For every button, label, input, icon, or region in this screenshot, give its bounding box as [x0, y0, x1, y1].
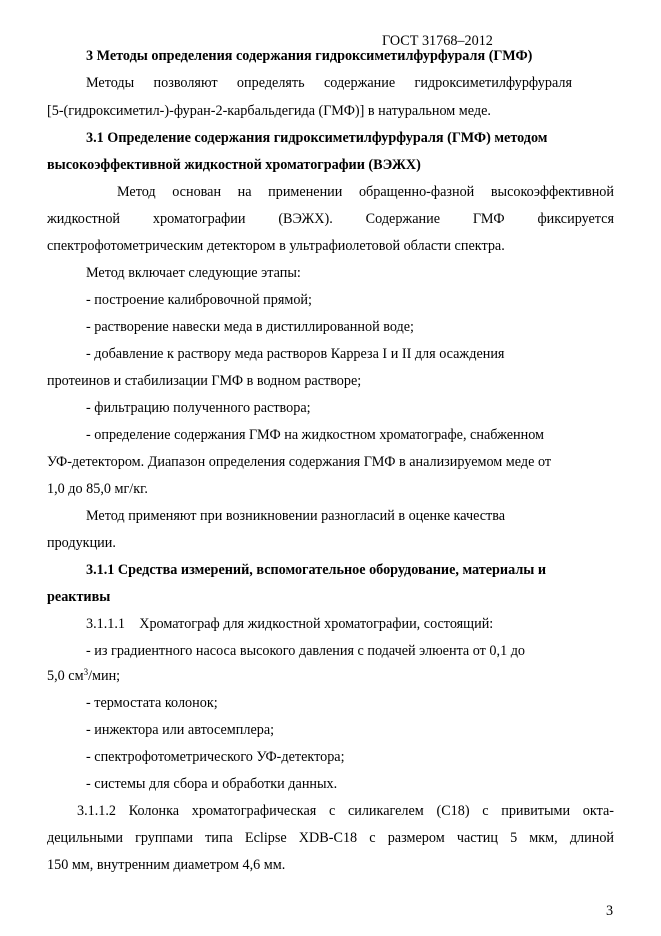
section-3-1-1-title-line-2: реактивы — [47, 589, 111, 605]
stage-item: - добавление к раствору меда растворов Карреза I и II для осаждения — [86, 346, 505, 362]
section-3-title: 3 Методы определения содержания гидроксиметилфурфураля (ГМФ) — [86, 48, 533, 64]
section-3-1-title-line-1: 3.1 Определение содержания гидроксиметилфурфураля (ГМФ) методом — [86, 130, 548, 146]
superscript-3: 3 — [83, 667, 89, 677]
section-3-1-title-line-2: высокоэффективной жидкостной хроматографии (ВЭЖХ) — [47, 157, 421, 173]
component-item: - из градиентного насоса высокого давления с подачей элюента от 0,1 до — [86, 643, 526, 659]
section-3-intro-line-1: Методы позволяют определять содержание гидроксиметилфурфураля — [86, 75, 572, 91]
flow-unit-text: 5,0 см — [47, 668, 84, 684]
section-3-intro-line-2: [5-(гидроксиметил-)-фуран-2-карбальдегида (ГМФ)] в натуральном меде. — [47, 103, 491, 119]
stage-item: - растворение навески меда в дистиллированной воде; — [86, 319, 414, 335]
stage-item-continuation: протеинов и стабилизации ГМФ в водном растворе; — [47, 373, 362, 389]
standard-header: ГОСТ 31768–2012 — [382, 33, 493, 49]
usage-paragraph-line-1: Метод применяют при возникновении разногласий в оценке качества — [86, 508, 506, 524]
component-item: - термостата колонок; — [86, 695, 218, 711]
item-3-1-1-2-line-1: 3.1.1.2 Колонка хроматографическая с силикагелем (С18) с привитыми окта- — [77, 803, 614, 819]
item-3-1-1-2-line-3: 150 мм, внутренним диаметром 4,6 мм. — [47, 857, 286, 873]
component-item: - системы для сбора и обработки данных. — [86, 776, 338, 792]
stage-item: - фильтрацию полученного раствора; — [86, 400, 311, 416]
method-paragraph-line-3: спектрофотометрическим детектором в ультрафиолетовой области спектра. — [47, 238, 505, 254]
method-paragraph-line-1: Метод основан на применении обращенно-фазной высокоэффективной — [117, 184, 614, 200]
component-item: - спектрофотометрического УФ-детектора; — [86, 749, 345, 765]
item-3-1-1-2-line-2: децильными группами типа Eclipse XDB-C18 с размером частиц 5 мкм, длиной — [47, 830, 614, 846]
usage-paragraph-line-2: продукции. — [47, 535, 116, 551]
component-item-continuation — [47, 667, 120, 685]
method-paragraph-line-2: жидкостной хроматографии (ВЭЖХ). Содержание ГМФ фиксируется — [47, 211, 614, 227]
stage-item-continuation: УФ-детектором. Диапазон определения содержания ГМФ в анализируемом меде от — [47, 454, 552, 470]
stages-intro: Метод включает следующие этапы: — [86, 265, 301, 281]
flow-unit-suffix: /мин; — [88, 668, 121, 684]
section-3-1-1-title-line-1: 3.1.1 Средства измерений, вспомогательное оборудование, материалы и — [86, 562, 547, 578]
component-item: - инжектора или автосемплера; — [86, 722, 275, 738]
page-number: 3 — [606, 903, 614, 919]
item-3-1-1-1: 3.1.1.1 Хроматограф для жидкостной хроматографии, состоящий: — [86, 616, 494, 632]
stage-item-continuation: 1,0 до 85,0 мг/кг. — [47, 481, 148, 497]
stage-item: - построение калибровочной прямой; — [86, 292, 312, 308]
stage-item: - определение содержания ГМФ на жидкостном хроматографе, снабженном — [86, 427, 545, 443]
